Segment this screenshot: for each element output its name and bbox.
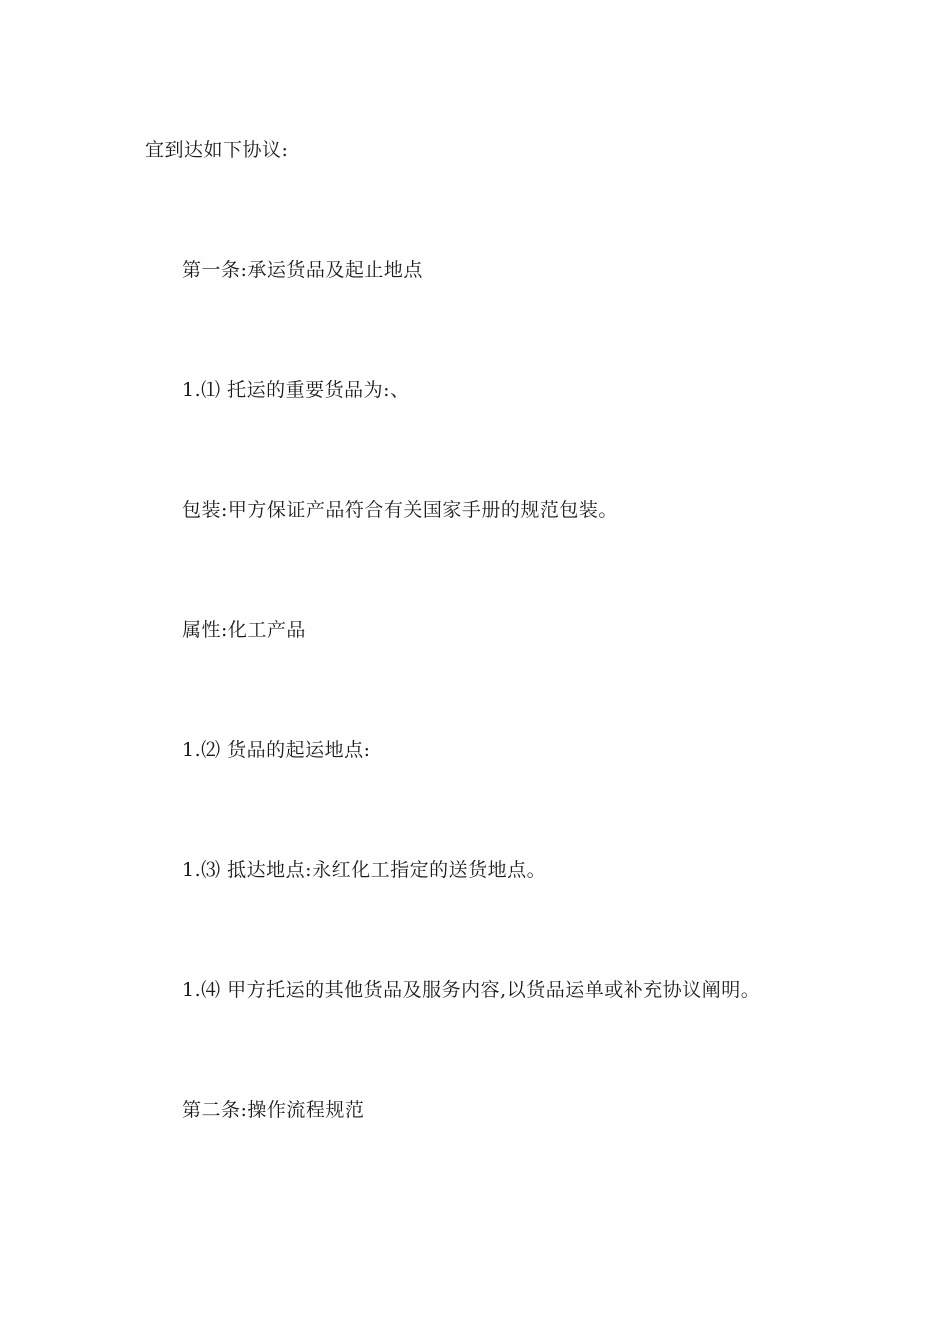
article-2-heading: 第二条:操作流程规范	[182, 1099, 365, 1121]
attribute-line: 属性:化工产品	[182, 619, 306, 641]
article-1-heading: 第一条:承运货品及起止地点	[182, 259, 423, 281]
packaging-line: 包装:甲方保证产品符合有关国家手册的规范包装。	[182, 499, 618, 521]
clause-1-2: 1.⑵ 货品的起运地点:	[182, 739, 371, 761]
clause-1-3: 1.⑶ 抵达地点:永红化工指定的送货地点。	[182, 859, 547, 881]
clause-1-1: 1.⑴ 托运的重要货品为:、	[182, 379, 410, 401]
intro-line: 宜到达如下协议:	[145, 139, 289, 161]
clause-1-4: 1.⑷ 甲方托运的其他货品及服务内容,以货品运单或补充协议阐明。	[182, 979, 761, 1001]
